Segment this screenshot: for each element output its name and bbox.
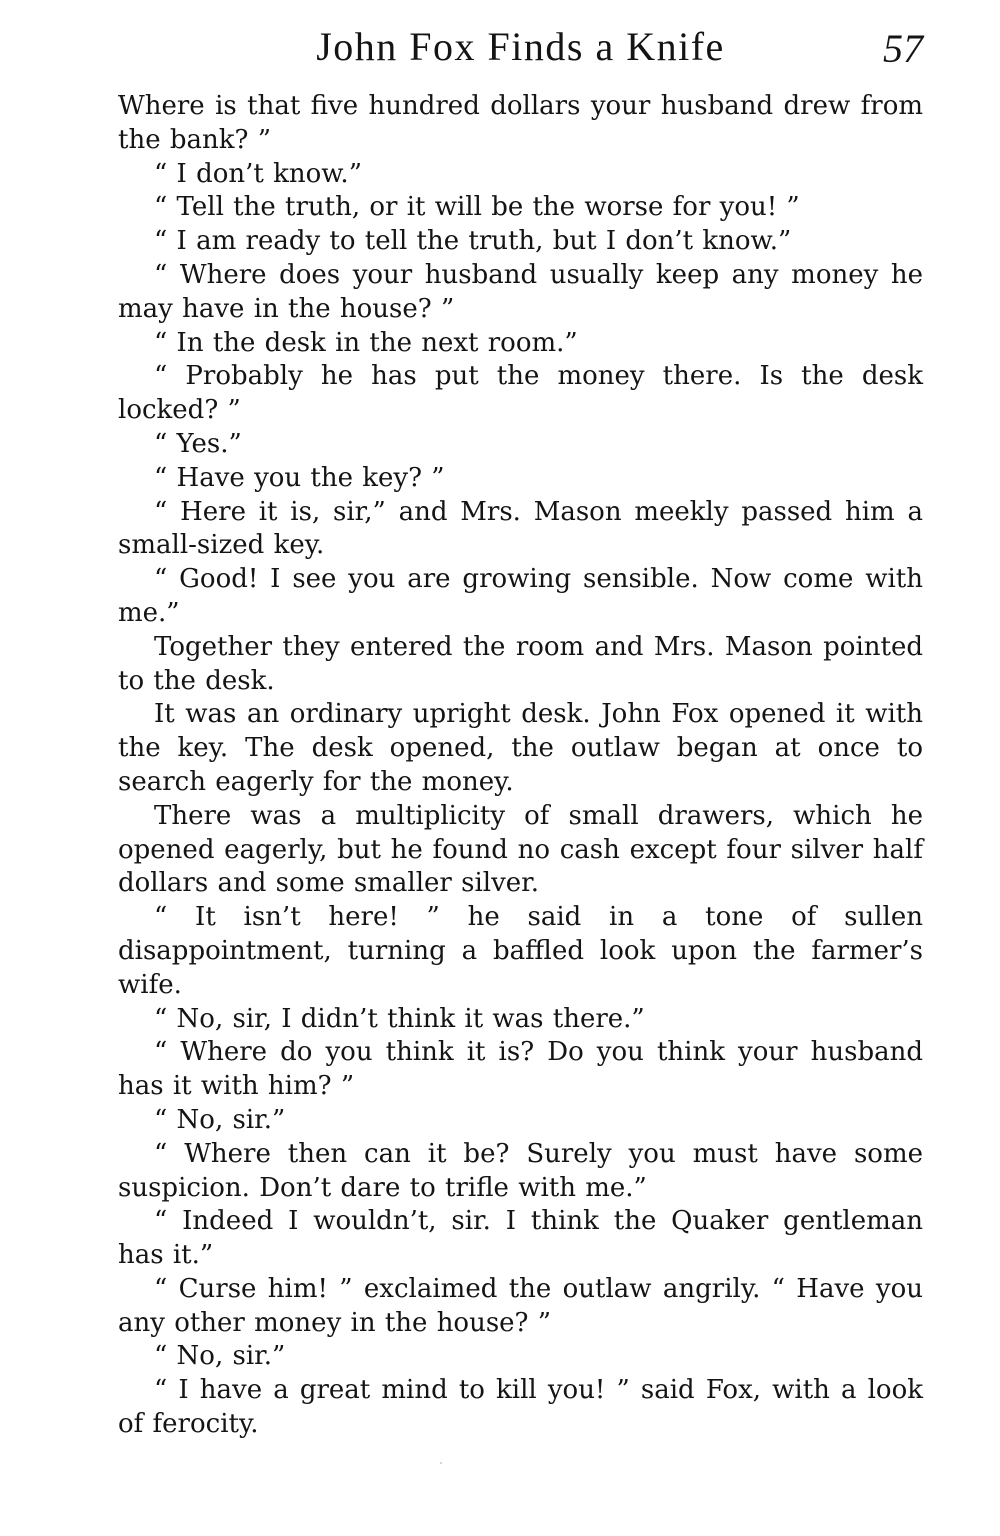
page-header [118, 26, 923, 86]
paragraph: “ Where does your husband usually keep any money he may have in the house? ” [118, 259, 923, 324]
page-number: 57 [883, 26, 923, 71]
paragraph: “ It isn’t here! ” he said in a tone of sullen disappointment, turning a baffled look upon the farmer’s wife. [118, 902, 923, 1000]
paragraph: “ Yes.” [154, 428, 242, 459]
paragraph: “ Tell the truth, or it will be the worse for you! ” [154, 192, 800, 223]
paragraph: “ No, sir.” [154, 1104, 286, 1135]
paragraph: There was a multiplicity of small drawers, which he opened eagerly, but he found no cash except four silver half dollars and some smaller silver. [118, 800, 923, 899]
paragraph: “ No, sir, I didn’t think it was there.” [154, 1003, 645, 1034]
paragraph: “ Indeed I wouldn’t, sir. I think the Quaker gentleman has it.” [118, 1206, 923, 1271]
paragraph: “ I don’t know.” [154, 158, 362, 189]
paragraph: “ I have a great mind to kill you! ” said Fox, with a look of ferocity. [118, 1375, 923, 1440]
paragraph: “ Good! I see you are growing sensible. Now come with me.” [118, 564, 923, 628]
paragraph: “ Curse him! ” exclaimed the outlaw angrily. “ Have you any other money in the house? ” [118, 1273, 923, 1338]
paragraph: Together they entered the room and Mrs. Mason pointed to the desk. [118, 631, 923, 696]
paragraph: Where is that five hundred dollars your husband drew from the bank? ” [118, 91, 923, 155]
book-page [118, 26, 923, 1442]
paragraph: “ Have you the key? ” [154, 462, 445, 493]
paragraph: “ Probably he has put the money there. Is the desk locked? ” [118, 361, 923, 426]
paragraph: “ Here it is, sir,” and Mrs. Mason meekly passed him a small-sized key. [118, 496, 923, 561]
body-text [118, 90, 923, 1442]
paragraph: “ In the desk in the next room.” [154, 327, 578, 358]
paper-speck [440, 1462, 442, 1464]
running-title: John Fox Finds a Knife [316, 24, 725, 69]
paragraph: “ No, sir.” [154, 1341, 286, 1372]
paragraph: “ I am ready to tell the truth, but I don’t know.” [154, 226, 792, 257]
paragraph: “ Where then can it be? Surely you must have some suspicion. Don’t dare to trifle with me.” [118, 1138, 923, 1203]
paragraph: “ Where do you think it is? Do you think your husband has it with him? ” [118, 1037, 923, 1102]
paragraph: It was an ordinary upright desk. John Fox opened it with the key. The desk opened, the outlaw began at once to search eagerly for the money. [118, 699, 923, 797]
